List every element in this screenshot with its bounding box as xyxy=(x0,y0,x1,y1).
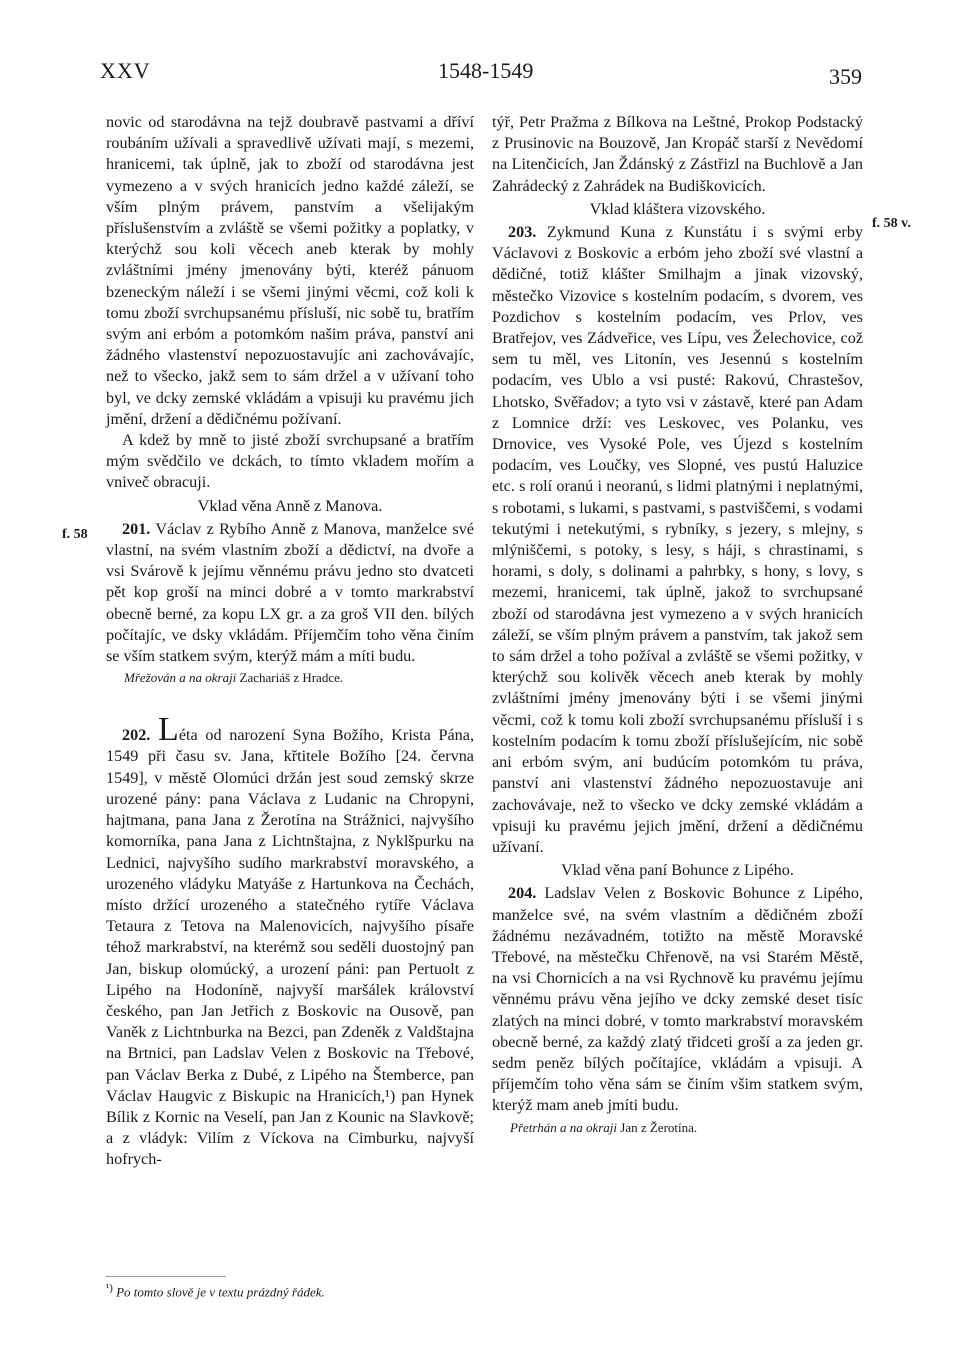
right-column xyxy=(492,112,863,1137)
entry-text: Ladslav Velen z Boskovic Bohunce z Lipého, manželce své, na svém vlastním a dědičném zboží žádnému nezávadném, totižto na městě Moravské Třebové, na městečku Chřenově, na vsi Starém Městě, na vsi Chornicích a na vsi Rychnově ku pravému jejímu věnnému právu věna jejího ve dcky zemské deset tisíc zlatých na minci dobré, v tomto markrabství moravském obecně berné, za každý zlatý třidceti groší a za jeden gr. sedm peněz bílých počítajíce, vkládám a vpisuji. A příjemčím toho věna sám se činím všim statkem svým, kterýž mam aneb jmíti budu. xyxy=(492,884,863,1115)
margin-folio-left: f. 58 xyxy=(62,527,88,542)
entry-heading-204: Vklad věna paní Bohunce z Lipého. xyxy=(561,861,794,880)
entry-text: Václav z Rybího Anně z Manova, manželce své vlastní, na svém vlastním zboží a dědictví, na dvoře a vsi Svárově k jejímu věnnému právu jedno sto dvatceti pět kop groší na minci dobré a v tomto markrabství obecně berné, za kopu LX gr. a za groš VII den. bílých počítajíc, ve dsky vkládám. Příjemčím toho věna činím se vším statkem svým, kterýž mám a míti budu. xyxy=(106,519,474,666)
initial-letter: L xyxy=(158,711,179,749)
paragraph-continuation: novic od starodávna na tejž doubravě pastvami a dříví roubáním užívali a spravedlivě užívati mají, s mezemi, hranicemi, tak úplně, jak to zboží od starodávna jest vymezeno a v svých hranicích jedno každé záleží, se vším plným právem, panstvím a všelijakým příslušenstvím a zvláště se všemi požitky a poplatky, v kterýchž sou koli věcech aneb kterak by mohly zvláštními jmény jmenovány býti, kteréž pánuom bzeneckým náleží i se všemi jinými věcmi, což koli k tomu zboží svrchupsanému přísluší, nic sobě tu, bratřím svým ani erbóm a potomkóm našim práva, panství ani žádného vlastenství nepozuostavujíc ani zachovávajíc, než to všecko, jakž sem to sám držel a v užívaní toho byl, ve dcky zemské vkládám a vpisuji ku pravému jich jmění, držení a dědičnému požívaní. xyxy=(106,113,474,428)
entry-204 xyxy=(492,883,863,1116)
entry-202 xyxy=(106,711,474,1170)
note-name: Zachariáš z Hradce. xyxy=(239,670,344,686)
entry-number: 204. xyxy=(508,884,537,903)
paragraph-continuation: týř, Petr Pražma z Bílkova na Leštné, Prokop Podstacký z Prusinovic na Bouzově, Jan Kropáč starší z Nevědomí na Litenčicích, Jan Ždánský z Zástřizl na Buchlově a Jan Zahrádecký z Zahrádek na Budiškovicích. xyxy=(492,113,863,195)
entry-text: éta od narození Syna Božího, Krista Pána, 1549 při času sv. Jana, křtitele Božího [24. června 1549], v městě Olomúci držán jest soud zemský skrze urozené pány: pana Václava z Ludanic na Chropyni, hajtmana, pana Jana z Žerotína na Strážnici, najvyšího komorníka, pana Jana z Lichtnštajna, z Nyklšpurku na Lednici, najvyšího sudího markrabství moravského, a urozeného vládyku Matyáše z Hartunkova na Čechách, místo držící urozeného a statečného rytíře Václava Tetaura z Tetova na Malenovicích, najvyšího písaře téhož markrabství, na kterémž sou seděli duostojný pan Jan, biskup olomúcký, a urození páni: pan Pertuolt z Lipého na Hodoníně, najvyší maršálek království českého, pan Jan Jetřich z Boskovic na Ousově, pan Vaněk z Lichtnburka na Bezci, pan Zdeněk z Valdštajna na Brtnici, pan Ladslav Velen z Boskovic na Třebové, pan Václav Berka z Dubé, z Lipého na Štemberce, pan Václav Haugvic z Biskupic na Hranicích,¹) pan Hynek Bílik z Kornic na Veselí, pan Jan z Kounic na Slavkově; a z vládyk: Vilím z Víckova na Cimburku, najvyší hofrych- xyxy=(106,726,474,1169)
footnote xyxy=(106,1282,325,1300)
margin-folio-right: f. 58 v. xyxy=(872,216,911,231)
entry-note-201 xyxy=(106,669,474,687)
entry-203 xyxy=(492,222,863,858)
page-header xyxy=(0,58,960,88)
entry-number: 203. xyxy=(508,223,537,242)
entry-number: 201. xyxy=(122,519,151,538)
year-range: 1548-1549 xyxy=(438,58,534,83)
entry-heading-203: Vklad kláštera vizovského. xyxy=(589,199,766,218)
page-number: 359 xyxy=(829,64,862,89)
entry-201 xyxy=(106,519,474,667)
entry-number: 202. xyxy=(122,726,151,745)
entry-note-204 xyxy=(492,1119,863,1137)
note-label: Přetrhán a na okraji xyxy=(510,1119,618,1135)
chapter-number: XXV xyxy=(100,58,151,83)
footnote-rule xyxy=(106,1276,226,1277)
entry-heading-201: Vklad věna Anně z Manova. xyxy=(197,496,383,515)
note-label: Mřežován a na okraji xyxy=(124,670,237,686)
entry-text: Zykmund Kuna z Kunstátu i s svými erby Václavovi z Boskovic a erbóm jeho zboží své vlastní a dědičné, totiž klášter Smilhajm a jinak vizovský, městečko Vizovice s kostelním podacím, s dvorem, ves Pozdichov s kostelním podacím, ves Prlov, ves Bratřejov, ves Zádveřice, ves Lípu, ves Želechovice, což sem tu měl, ves Litonín, ves Jesennú s kostelním podacím, ves Ublo a vsi pusté: Rakovú, Chrastešov, Lhotsko, Svěřadov; a tyto vsi v zástavě, které pan Adam z Lomnice drží: ves Leskovec, ves Polanku, ves Drnovice, ves Vysoké Pole, ves Újezd s kostelním podacím, ves Loučky, ves Slopné, ves pustú Haluzice etc. s rolí oranú i neoranú, s lidmi platnými i neplatnými, s robotami, s lukami, s pastvami, s pastviščemi, s vodami tekutými i netekutými, s rybníky, s jezery, s mlejny, s mlýniščemi, s potoky, s lesy, s háji, s chrastinami, s horami, s doly, s dolinami a pahrbky, s hony, s lovy, s mezemi, hranicemi, tak úplně, jakož to svrchupsané zboží od starodávna jest vymezeno a v svých hranicích záleží, se vším plným právem a panstvím, tak jakož sem to sám držel a toho požíval a zvláště se všemi požitky, v kterýchž sou kolivěk věcech aneb kterak by mohly zvláštními jmény jmenovány býti i se všemi jinými věcmi, což k tomu koli zboží svrchupsanému přísluší i s kostelním podacím k tomu zboží příslušejícím, nic sobě ani erbóm svým, ani budúcím potomkóm tu práva, panství ani vlastenství žádného nepozuostavuje ani zachovávaje, než to všecko ve dcky zemské vkládám a vpisuji ku pravému jejich jmění, držení a dědičnému užívaní. xyxy=(492,223,864,856)
footnote-mark: ¹) xyxy=(106,1282,113,1294)
footnote-text: Po tomto slově je v textu prázdný řádek. xyxy=(116,1284,325,1300)
note-name: Jan z Žerotína. xyxy=(620,1119,698,1135)
paragraph: A kdež by mně to jisté zboží svrchupsané a bratřím mým svědčilo ve dckách, to tímto vkladem mořím a vniveč obracuji. xyxy=(106,431,474,492)
left-column xyxy=(106,112,474,1171)
